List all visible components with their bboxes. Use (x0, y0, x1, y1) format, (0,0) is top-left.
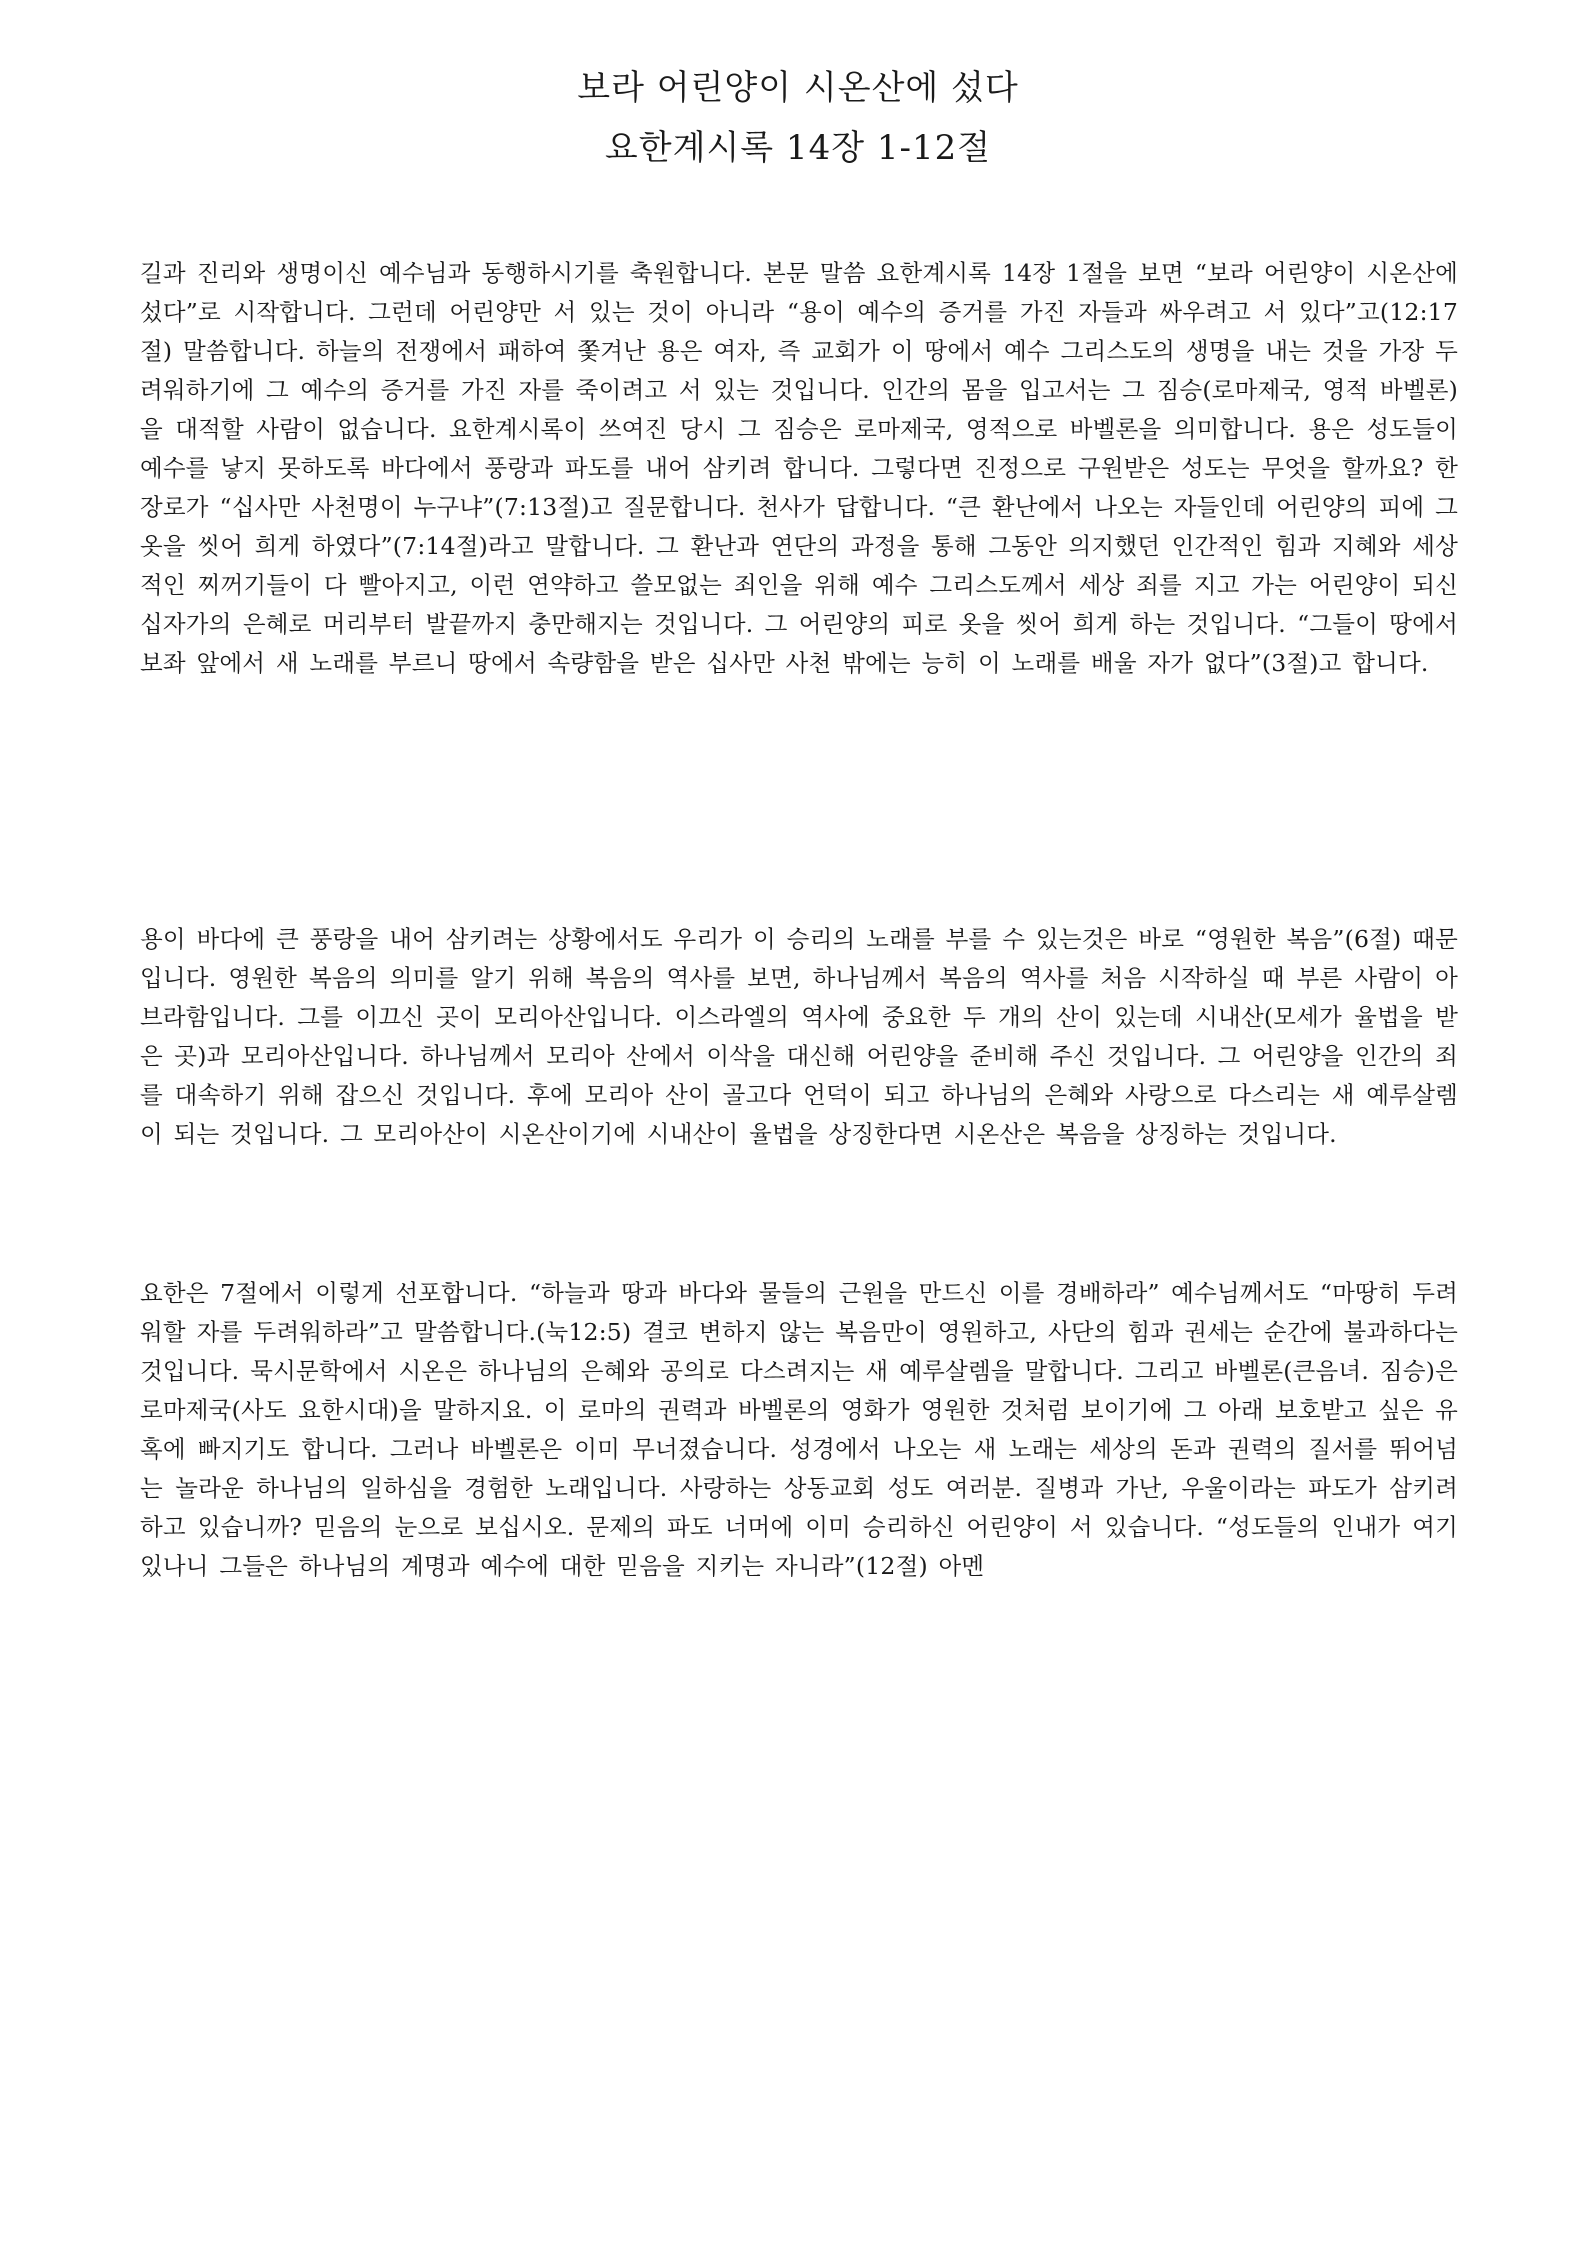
body-paragraph: 요한은 7절에서 이렇게 선포합니다. “하늘과 땅과 바다와 물들의 근원을 만드신 이를 경배하라” 예수님께서도 “마땅히 두려워할 자를 두려워하라”고 말씀합니다.(눅12:5) 결코 변하지 않는 복음만이 영원하고, 사단의 힘과 권세는 순간에 불과하다는 것입니다. 묵시문학에서 시온은 하나님의 은혜와 공의로 다스려지는 새 예루살렘을 말합니다. 그리고 바벨론(큰음녀. 짐승)은 로마제국(사도 요한시대)을 말하지요. 이 로마의 권력과 바벨론의 영화가 영원한 것처럼 보이기에 그 아래 보호받고 싶은 유혹에 빠지기도 합니다. 그러나 바벨론은 이미 무너졌습니다. 성경에서 나오는 새 노래는 세상의 돈과 권력의 질서를 뛰어넘는 놀라운 하나님의 일하심을 경험한 노래입니다. 사랑하는 상동교회 성도 여러분. 질병과 가난, 우울이라는 파도가 삼키려 하고 있습니까? 믿음의 눈으로 보십시오. 문제의 파도 너머에 이미 승리하신 어린양이 서 있습니다. “성도들의 인내가 여기 있나니 그들은 하나님의 계명과 예수에 대한 믿음을 지키는 자니라”(12절) 아멘 (140, 1279, 1458, 1580)
body-paragraph: 용이 바다에 큰 풍랑을 내어 삼키려는 상황에서도 우리가 이 승리의 노래를 부를 수 있는것은 바로 “영원한 복음”(6절) 때문입니다. 영원한 복음의 의미를 알기 위해 복음의 역사를 보면, 하나님께서 복음의 역사를 처음 시작하실 때 부른 사람이 아브라함입니다. 그를 이끄신 곳이 모리아산입니다. 이스라엘의 역사에 중요한 두 개의 산이 있는데 시내산(모세가 율법을 받은 곳)과 모리아산입니다. 하나님께서 모리아 산에서 이삭을 대신해 어린양을 준비해 주신 것입니다. 그 어린양을 인간의 죄를 대속하기 위해 잡으신 것입니다. 후에 모리아 산이 골고다 언덕이 되고 하나님의 은혜와 사랑으로 다스리는 새 예루살렘이 되는 것입니다. 그 모리아산이 시온산이기에 시내산이 율법을 상징한다면 시온산은 복음을 상징하는 것입니다. (140, 925, 1458, 1148)
document-subtitle: 요한계시록 14장 1-12절 (604, 128, 992, 168)
body-paragraph: 길과 진리와 생명이신 예수님과 동행하시기를 축원합니다. 본문 말씀 요한계시록 14장 1절을 보면 “보라 어린양이 시온산에 섰다”로 시작합니다. 그런데 어린양만 서 있는 것이 아니라 “용이 예수의 증거를 가진 자들과 싸우려고 서 있다”고(12:17절) 말씀합니다. 하늘의 전쟁에서 패하여 쫓겨난 용은 여자, 즉 교회가 이 땅에서 예수 그리스도의 생명을 내는 것을 가장 두려워하기에 그 예수의 증거를 가진 자를 죽이려고 서 있는 것입니다. 인간의 몸을 입고서는 그 짐승(로마제국, 영적 바벨론)을 대적할 사람이 없습니다. 요한계시록이 쓰여진 당시 그 짐승은 로마제국, 영적으로 바벨론을 의미합니다. 용은 성도들이 예수를 낳지 못하도록 바다에서 풍랑과 파도를 내어 삼키려 합니다. 그렇다면 진정으로 구원받은 성도는 무엇을 할까요? 한 장로가 “십사만 사천명이 누구냐”(7:13절)고 질문합니다. 천사가 답합니다. “큰 환난에서 나오는 자들인데 어린양의 피에 그 옷을 씻어 희게 하였다”(7:14절)라고 말합니다. 그 환난과 연단의 과정을 통해 그동안 의지했던 인간적인 힘과 지혜와 세상적인 찌꺼기들이 다 빨아지고, 이런 연약하고 쓸모없는 죄인을 위해 예수 그리스도께서 세상 죄를 지고 가는 어린양이 되신 십자가의 은혜로 머리부터 발끝까지 충만해지는 것입니다. 그 어린양의 피로 옷을 씻어 희게 하는 것입니다. “그들이 땅에서 보좌 앞에서 새 노래를 부르니 땅에서 속량함을 받은 십사만 사천 밖에는 능히 이 노래를 배울 자가 없다”(3절)고 합니다. (140, 259, 1458, 677)
document-title: 보라 어린양이 시온산에 섰다 (577, 68, 1019, 108)
